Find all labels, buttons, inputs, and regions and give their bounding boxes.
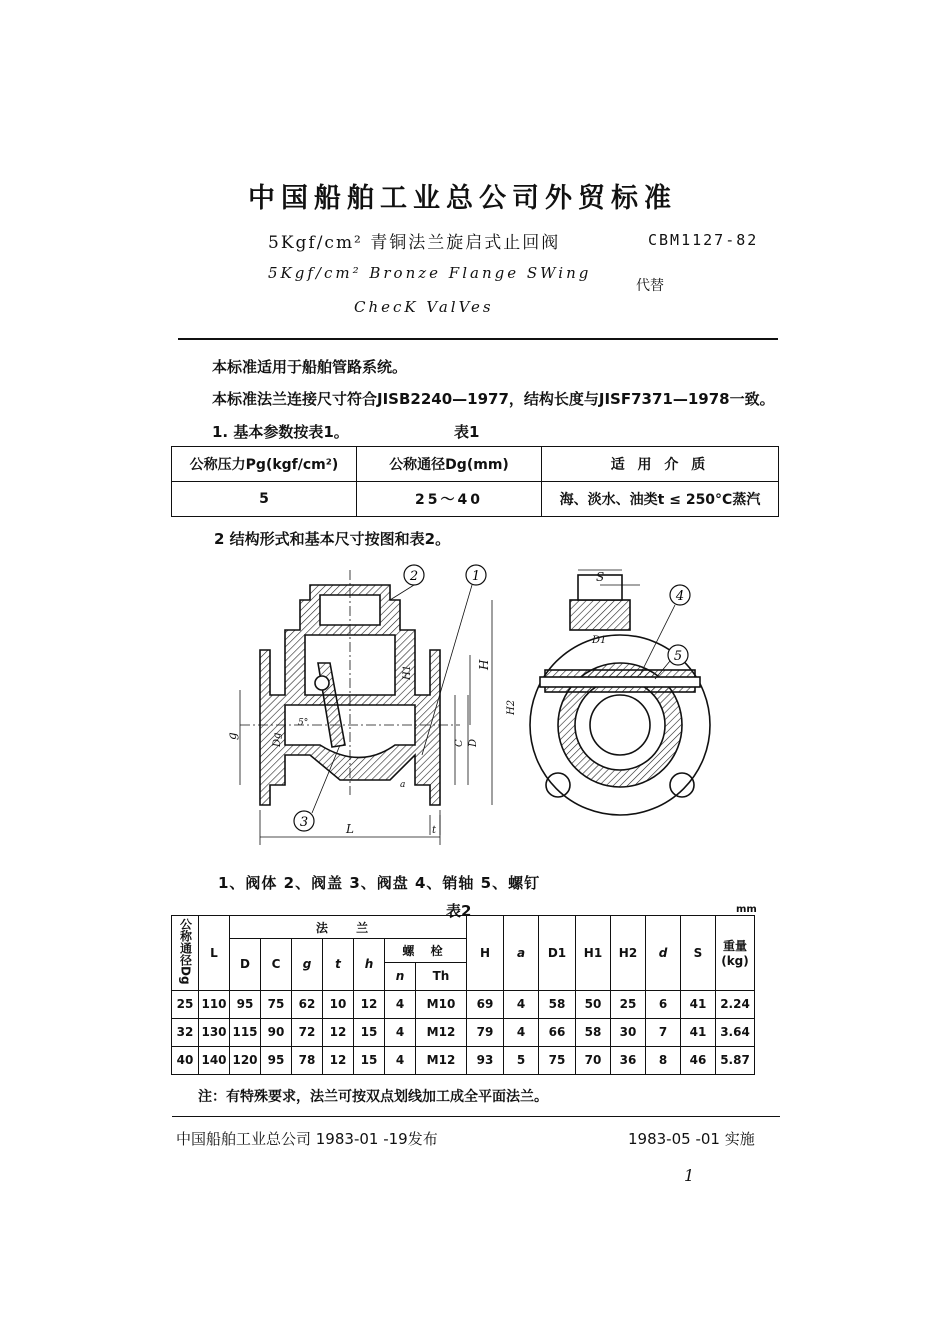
dim-label-d1: D1 [592,635,607,646]
table2-unit: mm [736,904,757,915]
table-cell: 95 [261,1046,292,1074]
dim-label-s: S [596,570,605,584]
table2-header-d: d [646,916,681,991]
table-cell: 4 [385,990,416,1018]
section-1-heading: 1. 基本参数按表1。 [212,423,349,441]
dim-label-a: a [400,780,406,790]
header-rule [178,338,778,340]
table-cell: 41 [681,990,716,1018]
dim-label-h1: H1 [402,664,413,680]
table-cell: 15 [354,1046,385,1074]
table2-header-h2: H2 [611,916,646,991]
dim-label-h2: H2 [506,699,517,715]
table-cell: 58 [576,1018,611,1046]
table-cell: 66 [539,1018,576,1046]
table2-header-bolt-th: Th [416,962,467,990]
table-cell: 58 [539,990,576,1018]
subtitle-en-line2: ChecK ValVes [354,298,494,316]
table-cell: 4 [504,990,539,1018]
table2-header-flange-g: g [292,939,323,991]
subtitle-en-line1: 5Kgf/cm² Bronze Flange SWing [268,264,592,282]
table-row [172,1018,755,1046]
table-cell: 41 [681,1018,716,1046]
end-view [530,570,710,815]
table-cell: 78 [292,1046,323,1074]
table-cell: 95 [230,990,261,1018]
footer-rule [172,1116,780,1117]
callout-4-label: 4 [675,589,685,604]
dim-label-g: g [225,732,239,740]
table2-header-flange: 法 兰 [230,916,467,939]
table1-header-pressure: 公称压力Pg(kgf/cm²) [172,447,357,482]
table2-caption: 表2 [446,902,472,920]
callout-3-label: 3 [299,815,309,830]
valve-drawing [200,555,720,855]
dim-label-dg: Dg [272,732,283,747]
section-2-heading: 2 结构形式和基本尺寸按图和表2。 [214,530,451,548]
dim-label-l: L [346,822,354,836]
table-cell: M12 [416,1046,467,1074]
table1-cell-pressure: 5 [172,482,357,517]
table2-header-bolt-n: n [385,962,416,990]
table-cell: 46 [681,1046,716,1074]
table1-cell-diameter: 25～40 [357,482,542,517]
table2-header-bolt: 螺 栓 [385,939,467,963]
table-cell: 12 [323,1018,354,1046]
page-number: 1 [684,1166,695,1185]
dim-label-d: D [468,738,479,747]
table-cell: 120 [230,1046,261,1074]
table-cell: M10 [416,990,467,1018]
document-title: 中国船舶工业总公司外贸标准 [248,183,677,214]
table-cell: 130 [199,1018,230,1046]
table2-header-s: S [681,916,716,991]
table2-header-flange-h: h [354,939,385,991]
table-cell: 75 [539,1046,576,1074]
table2-header-flange-t: t [323,939,354,991]
table2-header-a: a [504,916,539,991]
table-cell: 115 [230,1018,261,1046]
table-cell: 79 [467,1018,504,1046]
callout-2-label: 2 [409,569,419,584]
callout-5-label: 5 [673,649,683,664]
table-cell: 4 [504,1018,539,1046]
table-cell: 8 [646,1046,681,1074]
table-cell: 110 [199,990,230,1018]
standard-code: CBM1127-82 [648,231,759,249]
table-cell: 4 [385,1018,416,1046]
table-cell: 30 [611,1018,646,1046]
table-cell: 72 [292,1018,323,1046]
dim-label-h: H [477,659,491,670]
table-cell: M12 [416,1018,467,1046]
table-cell: 25 [611,990,646,1018]
table1-header-diameter: 公称通径Dg(mm) [357,447,542,482]
table2-header-flange-d: D [230,939,261,991]
intro-conformity: 本标准法兰连接尺寸符合JISB2240—1977，结构长度与JISF7371—1978一致。 [212,390,775,408]
table-cell: 70 [576,1046,611,1074]
table-cell: 5.87 [716,1046,755,1074]
table-cell: 25 [172,990,199,1018]
implementation-date: 1983-05 -01 实施 [628,1130,755,1148]
table-cell: 140 [199,1046,230,1074]
dim-label-angle: 5° [298,718,309,728]
intro-scope: 本标准适用于船舶管路系统。 [212,358,408,376]
table1-caption: 表1 [454,423,480,441]
table-cell: 6 [646,990,681,1018]
table-cell: 5 [504,1046,539,1074]
table2-header-flange-c: C [261,939,292,991]
table-cell: 90 [261,1018,292,1046]
table1-header-medium: 适 用 介 质 [542,447,779,482]
subtitle-cn: 5Kgf/cm² 青铜法兰旋启式止回阀 [268,233,561,253]
table-row [172,1046,755,1074]
table2-header-h1: H1 [576,916,611,991]
table-cell: 40 [172,1046,199,1074]
dim-label-c: C [454,739,465,747]
basic-parameters-table [171,446,779,517]
callout-1-label: 1 [471,569,481,584]
table-cell: 93 [467,1046,504,1074]
table-row [172,990,755,1018]
table2-header-weight: 重量(kg) [716,916,755,991]
table-cell: 75 [261,990,292,1018]
table-cell: 69 [467,990,504,1018]
table2-header-dg [172,916,199,991]
table-cell: 2.24 [716,990,755,1018]
table2-header-dg-text: 公称通径Dg [178,918,193,985]
table-cell: 15 [354,1018,385,1046]
parts-legend: 1、阀体 2、阀盖 3、阀盘 4、销轴 5、螺钉 [218,874,541,892]
replaces-label: 代替 [636,278,664,294]
table-cell: 3.64 [716,1018,755,1046]
table-cell: 12 [323,1046,354,1074]
table-cell: 10 [323,990,354,1018]
table-cell: 4 [385,1046,416,1074]
dim-label-t: t [432,825,437,836]
table-cell: 32 [172,1018,199,1046]
side-section-view [240,570,460,805]
table2-header-l: L [199,916,230,991]
table-cell: 7 [646,1018,681,1046]
table1-cell-medium: 海、淡水、油类t ≤ 250°C蒸汽 [542,482,779,517]
dimensions-table [171,915,755,1075]
footnote: 注：有特殊要求，法兰可按双点划线加工成全平面法兰。 [198,1089,548,1105]
table-cell: 50 [576,990,611,1018]
table-cell: 12 [354,990,385,1018]
table-cell: 62 [292,990,323,1018]
issue-date: 中国船舶工业总公司 1983-01 -19发布 [176,1130,438,1148]
table2-header-d1: D1 [539,916,576,991]
table2-header-h: H [467,916,504,991]
table-cell: 36 [611,1046,646,1074]
